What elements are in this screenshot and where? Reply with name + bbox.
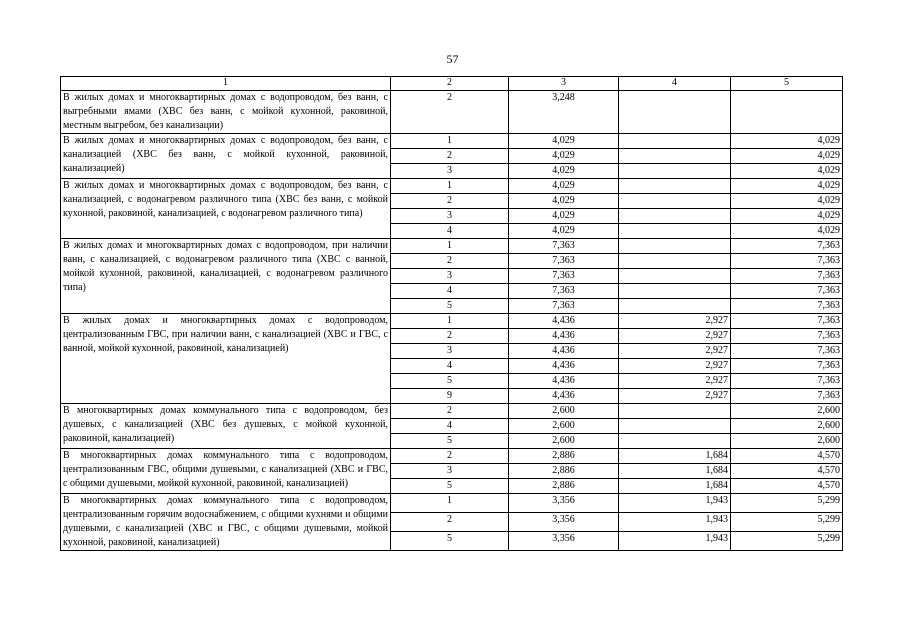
wastewater-norm-cell: 4,570	[731, 479, 843, 494]
column-header: 1	[61, 77, 391, 91]
wastewater-norm-cell: 7,363	[731, 314, 843, 329]
cold-water-norm-cell: 4,436	[509, 344, 619, 359]
hot-water-norm-cell	[619, 164, 731, 179]
table-row	[61, 134, 843, 149]
building-code-cell: 4	[391, 224, 509, 239]
cold-water-norm-cell: 4,029	[509, 164, 619, 179]
building-code-cell: 1	[391, 314, 509, 329]
hot-water-norm-cell: 1,684	[619, 449, 731, 464]
wastewater-norm-cell: 4,029	[731, 179, 843, 194]
building-type-description: В жилых домах и многоквартирных домах с водопроводом, при наличии ванн, с канализацией, с водонагревом различного типа (ХВС с ванной, мойкой кухонной, раковиной, канализацией, с водонагревом различного типа)	[61, 239, 391, 314]
wastewater-norm-cell: 4,570	[731, 464, 843, 479]
wastewater-norm-cell: 2,600	[731, 419, 843, 434]
table-body	[61, 91, 843, 551]
table-row	[61, 449, 843, 464]
wastewater-norm-cell: 7,363	[731, 269, 843, 284]
building-code-cell: 5	[391, 299, 509, 314]
building-code-cell: 2	[391, 254, 509, 269]
building-code-cell: 9	[391, 389, 509, 404]
building-code-cell: 2	[391, 91, 509, 134]
cold-water-norm-cell: 3,356	[509, 513, 619, 532]
hot-water-norm-cell	[619, 194, 731, 209]
table-row	[61, 239, 843, 254]
wastewater-norm-cell: 7,363	[731, 389, 843, 404]
cold-water-norm-cell: 4,029	[509, 209, 619, 224]
hot-water-norm-cell: 1,943	[619, 494, 731, 513]
cold-water-norm-cell: 4,436	[509, 389, 619, 404]
cold-water-norm-cell: 4,436	[509, 329, 619, 344]
building-code-cell: 2	[391, 404, 509, 419]
hot-water-norm-cell	[619, 149, 731, 164]
column-header: 2	[391, 77, 509, 91]
hot-water-norm-cell: 1,684	[619, 479, 731, 494]
hot-water-norm-cell: 1,684	[619, 464, 731, 479]
building-type-description: В жилых домах и многоквартирных домах с водопроводом, без ванн, с канализацией (ХВС без ванн, с мойкой кухонной, раковиной, канализацией)	[61, 134, 391, 179]
hot-water-norm-cell: 1,943	[619, 513, 731, 532]
table-row	[61, 91, 843, 134]
cold-water-norm-cell: 3,356	[509, 494, 619, 513]
building-code-cell: 2	[391, 194, 509, 209]
hot-water-norm-cell: 2,927	[619, 389, 731, 404]
building-code-cell: 1	[391, 494, 509, 513]
building-code-cell: 3	[391, 344, 509, 359]
hot-water-norm-cell: 2,927	[619, 374, 731, 389]
building-code-cell: 4	[391, 284, 509, 299]
column-header: 4	[619, 77, 731, 91]
wastewater-norm-cell: 4,029	[731, 164, 843, 179]
wastewater-norm-cell: 5,299	[731, 513, 843, 532]
hot-water-norm-cell	[619, 419, 731, 434]
building-code-cell: 2	[391, 329, 509, 344]
wastewater-norm-cell: 7,363	[731, 239, 843, 254]
cold-water-norm-cell: 4,436	[509, 359, 619, 374]
building-code-cell: 2	[391, 513, 509, 532]
hot-water-norm-cell	[619, 134, 731, 149]
wastewater-norm-cell: 7,363	[731, 254, 843, 269]
consumption-norms-table	[60, 76, 843, 551]
hot-water-norm-cell	[619, 91, 731, 134]
wastewater-norm-cell	[731, 91, 843, 134]
building-type-description: В многоквартирных домах коммунального типа с водопроводом, без душевых, с канализацией (ХВС без душевых, с мойкой кухонной, раковиной, канализацией)	[61, 404, 391, 449]
hot-water-norm-cell	[619, 254, 731, 269]
cold-water-norm-cell: 7,363	[509, 269, 619, 284]
table-row	[61, 494, 843, 513]
building-code-cell: 3	[391, 464, 509, 479]
cold-water-norm-cell: 2,600	[509, 419, 619, 434]
cold-water-norm-cell: 7,363	[509, 284, 619, 299]
hot-water-norm-cell	[619, 209, 731, 224]
cold-water-norm-cell: 4,029	[509, 149, 619, 164]
cold-water-norm-cell: 2,600	[509, 434, 619, 449]
column-header: 3	[509, 77, 619, 91]
building-code-cell: 4	[391, 359, 509, 374]
wastewater-norm-cell: 7,363	[731, 284, 843, 299]
cold-water-norm-cell: 4,029	[509, 224, 619, 239]
cold-water-norm-cell: 7,363	[509, 254, 619, 269]
table-row	[61, 404, 843, 419]
cold-water-norm-cell: 3,356	[509, 532, 619, 551]
cold-water-norm-cell: 2,600	[509, 404, 619, 419]
hot-water-norm-cell	[619, 434, 731, 449]
wastewater-norm-cell: 4,029	[731, 194, 843, 209]
building-type-description: В жилых домах и многоквартирных домах с водопроводом, без ванн, с выгребными ямами (ХВС без ванн, с мойкой кухонной, раковиной, местным выгребом, без канализации)	[61, 91, 391, 134]
building-type-description: В жилых домах и многоквартирных домах с водопроводом, централизованным ГВС, при наличии ванн, с канализацией (ХВС и ГВС, с ванной, мойкой кухонной, раковиной, канализацией)	[61, 314, 391, 404]
cold-water-norm-cell: 4,029	[509, 179, 619, 194]
building-code-cell: 1	[391, 179, 509, 194]
cold-water-norm-cell: 4,436	[509, 314, 619, 329]
cold-water-norm-cell: 2,886	[509, 479, 619, 494]
page-number: 57	[446, 52, 459, 66]
building-code-cell: 1	[391, 134, 509, 149]
wastewater-norm-cell: 7,363	[731, 359, 843, 374]
building-code-cell: 1	[391, 239, 509, 254]
cold-water-norm-cell: 4,029	[509, 194, 619, 209]
cold-water-norm-cell: 4,029	[509, 134, 619, 149]
wastewater-norm-cell: 2,600	[731, 404, 843, 419]
wastewater-norm-cell: 4,029	[731, 134, 843, 149]
building-type-description: В жилых домах и многоквартирных домах с водопроводом, без ванн, с канализацией, с водонагревом различного типа (ХВС без ванн, с мойкой кухонной, раковиной, канализацией, с водонагревом различного типа)	[61, 179, 391, 239]
hot-water-norm-cell	[619, 179, 731, 194]
header-row	[61, 77, 843, 91]
building-code-cell: 4	[391, 419, 509, 434]
building-code-cell: 3	[391, 269, 509, 284]
building-type-description: В многоквартирных домах коммунального типа с водопроводом, централизованным горячим водоснабжением, с общими кухнями и общими душевыми, с канализацией (ХВС и ГВС, с общими душевыми, мойкой кухонной, раковиной, канализацией)	[61, 494, 391, 551]
column-header: 5	[731, 77, 843, 91]
wastewater-norm-cell: 7,363	[731, 329, 843, 344]
building-code-cell: 2	[391, 149, 509, 164]
cold-water-norm-cell: 7,363	[509, 239, 619, 254]
building-code-cell: 5	[391, 434, 509, 449]
building-code-cell: 5	[391, 479, 509, 494]
hot-water-norm-cell: 2,927	[619, 314, 731, 329]
hot-water-norm-cell: 1,943	[619, 532, 731, 551]
hot-water-norm-cell	[619, 299, 731, 314]
wastewater-norm-cell: 5,299	[731, 532, 843, 551]
building-type-description: В многоквартирных домах коммунального типа с водопроводом, централизованным ГВС, общими душевыми, с канализацией (ХВС и ГВС, с общими душевыми, мойкой кухонной, раковиной, канализацией)	[61, 449, 391, 494]
wastewater-norm-cell: 5,299	[731, 494, 843, 513]
wastewater-norm-cell: 7,363	[731, 344, 843, 359]
cold-water-norm-cell: 7,363	[509, 299, 619, 314]
wastewater-norm-cell: 4,570	[731, 449, 843, 464]
building-code-cell: 2	[391, 449, 509, 464]
wastewater-norm-cell: 7,363	[731, 374, 843, 389]
wastewater-norm-cell: 2,600	[731, 434, 843, 449]
cold-water-norm-cell: 3,248	[509, 91, 619, 134]
building-code-cell: 5	[391, 374, 509, 389]
table-row	[61, 314, 843, 329]
table-row	[61, 179, 843, 194]
hot-water-norm-cell	[619, 224, 731, 239]
hot-water-norm-cell	[619, 284, 731, 299]
hot-water-norm-cell	[619, 239, 731, 254]
cold-water-norm-cell: 4,436	[509, 374, 619, 389]
wastewater-norm-cell: 4,029	[731, 149, 843, 164]
building-code-cell: 3	[391, 164, 509, 179]
hot-water-norm-cell: 2,927	[619, 329, 731, 344]
wastewater-norm-cell: 4,029	[731, 209, 843, 224]
hot-water-norm-cell	[619, 404, 731, 419]
hot-water-norm-cell: 2,927	[619, 359, 731, 374]
wastewater-norm-cell: 4,029	[731, 224, 843, 239]
cold-water-norm-cell: 2,886	[509, 449, 619, 464]
building-code-cell: 5	[391, 532, 509, 551]
cold-water-norm-cell: 2,886	[509, 464, 619, 479]
building-code-cell: 3	[391, 209, 509, 224]
hot-water-norm-cell: 2,927	[619, 344, 731, 359]
wastewater-norm-cell: 7,363	[731, 299, 843, 314]
hot-water-norm-cell	[619, 269, 731, 284]
